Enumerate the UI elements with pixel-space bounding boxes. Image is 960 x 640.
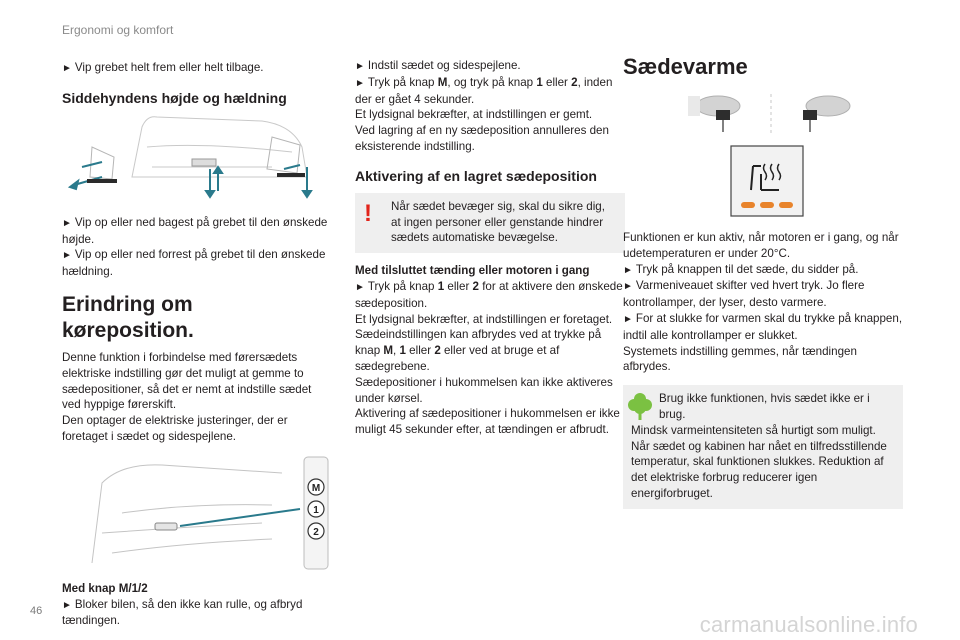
memory-button-1: 1 [313, 504, 319, 516]
seat-cushion-adjust-illustration [62, 107, 330, 205]
bullet-arrow-icon: ► [62, 599, 72, 611]
paragraph: ► Tryk på knappen til det sæde, du sidder på. [623, 262, 859, 276]
bullet-arrow-icon: ► [355, 281, 365, 293]
bullet-arrow-icon: ► [62, 217, 72, 229]
paragraph: ► For at slukke for varmen skal du trykke på knappen, indtil alle kontrollamper er slukket. [623, 311, 903, 342]
paragraph: Systemets indstilling gemmes, når tændingen afbrydes. [623, 344, 857, 374]
section-header: Ergonomi og komfort [62, 23, 174, 37]
memory-button-2: 2 [313, 526, 319, 538]
page-number: 46 [30, 605, 43, 617]
bullet-arrow-icon: ► [355, 61, 365, 72]
paragraph: ► Tryk på knap M, og tryk på knap 1 eller 2, inden der er gået 4 sekunder. [355, 75, 613, 106]
memory-button-m: M [311, 482, 321, 494]
paragraph: Denne funktion i forbindelse med førersædets elektriske indstilling gør det muligt at gemme to sædepositioner, så det er nemt at indstille sædet ved hyppige førerskift. [62, 350, 312, 412]
heading-cushion-height: Siddehyndens højde og hældning [62, 89, 287, 106]
seat-heating-button-icon [623, 144, 903, 218]
column-middle [355, 58, 625, 438]
memory-buttons-illustration [62, 453, 330, 573]
paragraph: ► Vip op eller ned bagest på grebet til den ønskede højde. [62, 215, 328, 246]
bullet-arrow-icon: ► [62, 250, 72, 262]
heading-with-button: Med knap M/1/2 [62, 581, 148, 595]
column-left [62, 60, 330, 629]
eco-tree-icon [627, 391, 653, 421]
bullet-arrow-icon: ► [623, 313, 633, 325]
column-right [623, 52, 903, 509]
subheading: Med tilsluttet tænding eller motoren i gang [355, 264, 590, 278]
bullet-arrow-icon: ► [623, 281, 633, 293]
paragraph: ► Tryk på knap 1 eller 2 for at aktivere den ønskede sædeposition. [355, 279, 623, 310]
heading-activate-position: Aktivering af en lagret sædeposition [355, 167, 597, 184]
paragraph: Mindsk varmeintensiteten så hurtigt som muligt. [631, 423, 876, 437]
paragraph: Et lydsignal bekræfter, at indstillingen er gemt. [355, 108, 593, 122]
bullet-arrow-icon: ► [62, 63, 72, 74]
heading-memory-position: Erindring om køreposition. [62, 292, 194, 342]
paragraph: Funktionen er kun aktiv, når motoren er i gang, og når udetemperaturen er under 20°C. [623, 231, 899, 260]
eco-note: Brug ikke funktionen, hvis sædet ikke er i brug. Mindsk varmeintensiteten så hurtigt som muligt. Når sædet og kabinen har nået en tilfredsstillende temperatur, skal funktionen slukkes. Reduktion af det elektriske forbrug reducerer igen energiforbruget. [623, 385, 903, 509]
paragraph: Ved lagring af en ny sædeposition annulleres den eksisterende indstilling. [355, 124, 609, 153]
paragraph: Sædepositioner i hukommelsen kan ikke aktiveres under kørsel. [355, 375, 613, 405]
paragraph: ► Vip op eller ned forrest på grebet til den ønskede hældning. [62, 248, 326, 279]
warning-note: ! Når sædet bevæger sig, skal du sikre dig, at ingen personer eller genstande hindrer sædets automatiske bevægelse. [355, 193, 625, 253]
paragraph: Aktivering af sædepositioner i hukommelsen er ikke muligt 45 sekunder efter, at tændingen er afbrudt. [355, 407, 620, 437]
bullet-arrow-icon: ► [623, 264, 633, 276]
paragraph: Når sædet og kabinen har nået en tilfredsstillende temperatur, skal funktionen slukkes. Reduktion af det elektriske forbrug reducerer igen energiforbruget. [631, 439, 887, 500]
paragraph: ► Bloker bilen, så den ikke kan rulle, og afbryd tændingen. [62, 597, 303, 628]
paragraph: Et lydsignal bekræfter, at indstillingen er foretaget. [355, 312, 613, 326]
warning-exclamation-icon: ! [364, 199, 372, 227]
paragraph: ► Vip grebet helt frem eller helt tilbage. [62, 61, 264, 74]
paragraph: Sædeindstillingen kan afbrydes ved at trykke på knap M, 1 eller 2 eller ved at bruge et af sædegrebene. [355, 328, 602, 373]
paragraph: Den optager de elektriske justeringer, der er foretaget i sædet og sidespejlene. [62, 414, 288, 443]
bullet-arrow-icon: ► [355, 77, 365, 89]
paragraph: ► Indstil sædet og sidespejlene. [355, 59, 521, 72]
watermark: carmanualsonline.info [699, 612, 918, 637]
steering-wheel-seat-diagram [623, 90, 903, 138]
paragraph: ► Varmeniveauet skifter ved hvert tryk. Jo flere kontrollamper, der lyser, desto varmere. [623, 279, 865, 310]
heading-seat-heating: Sædevarme [623, 54, 748, 79]
